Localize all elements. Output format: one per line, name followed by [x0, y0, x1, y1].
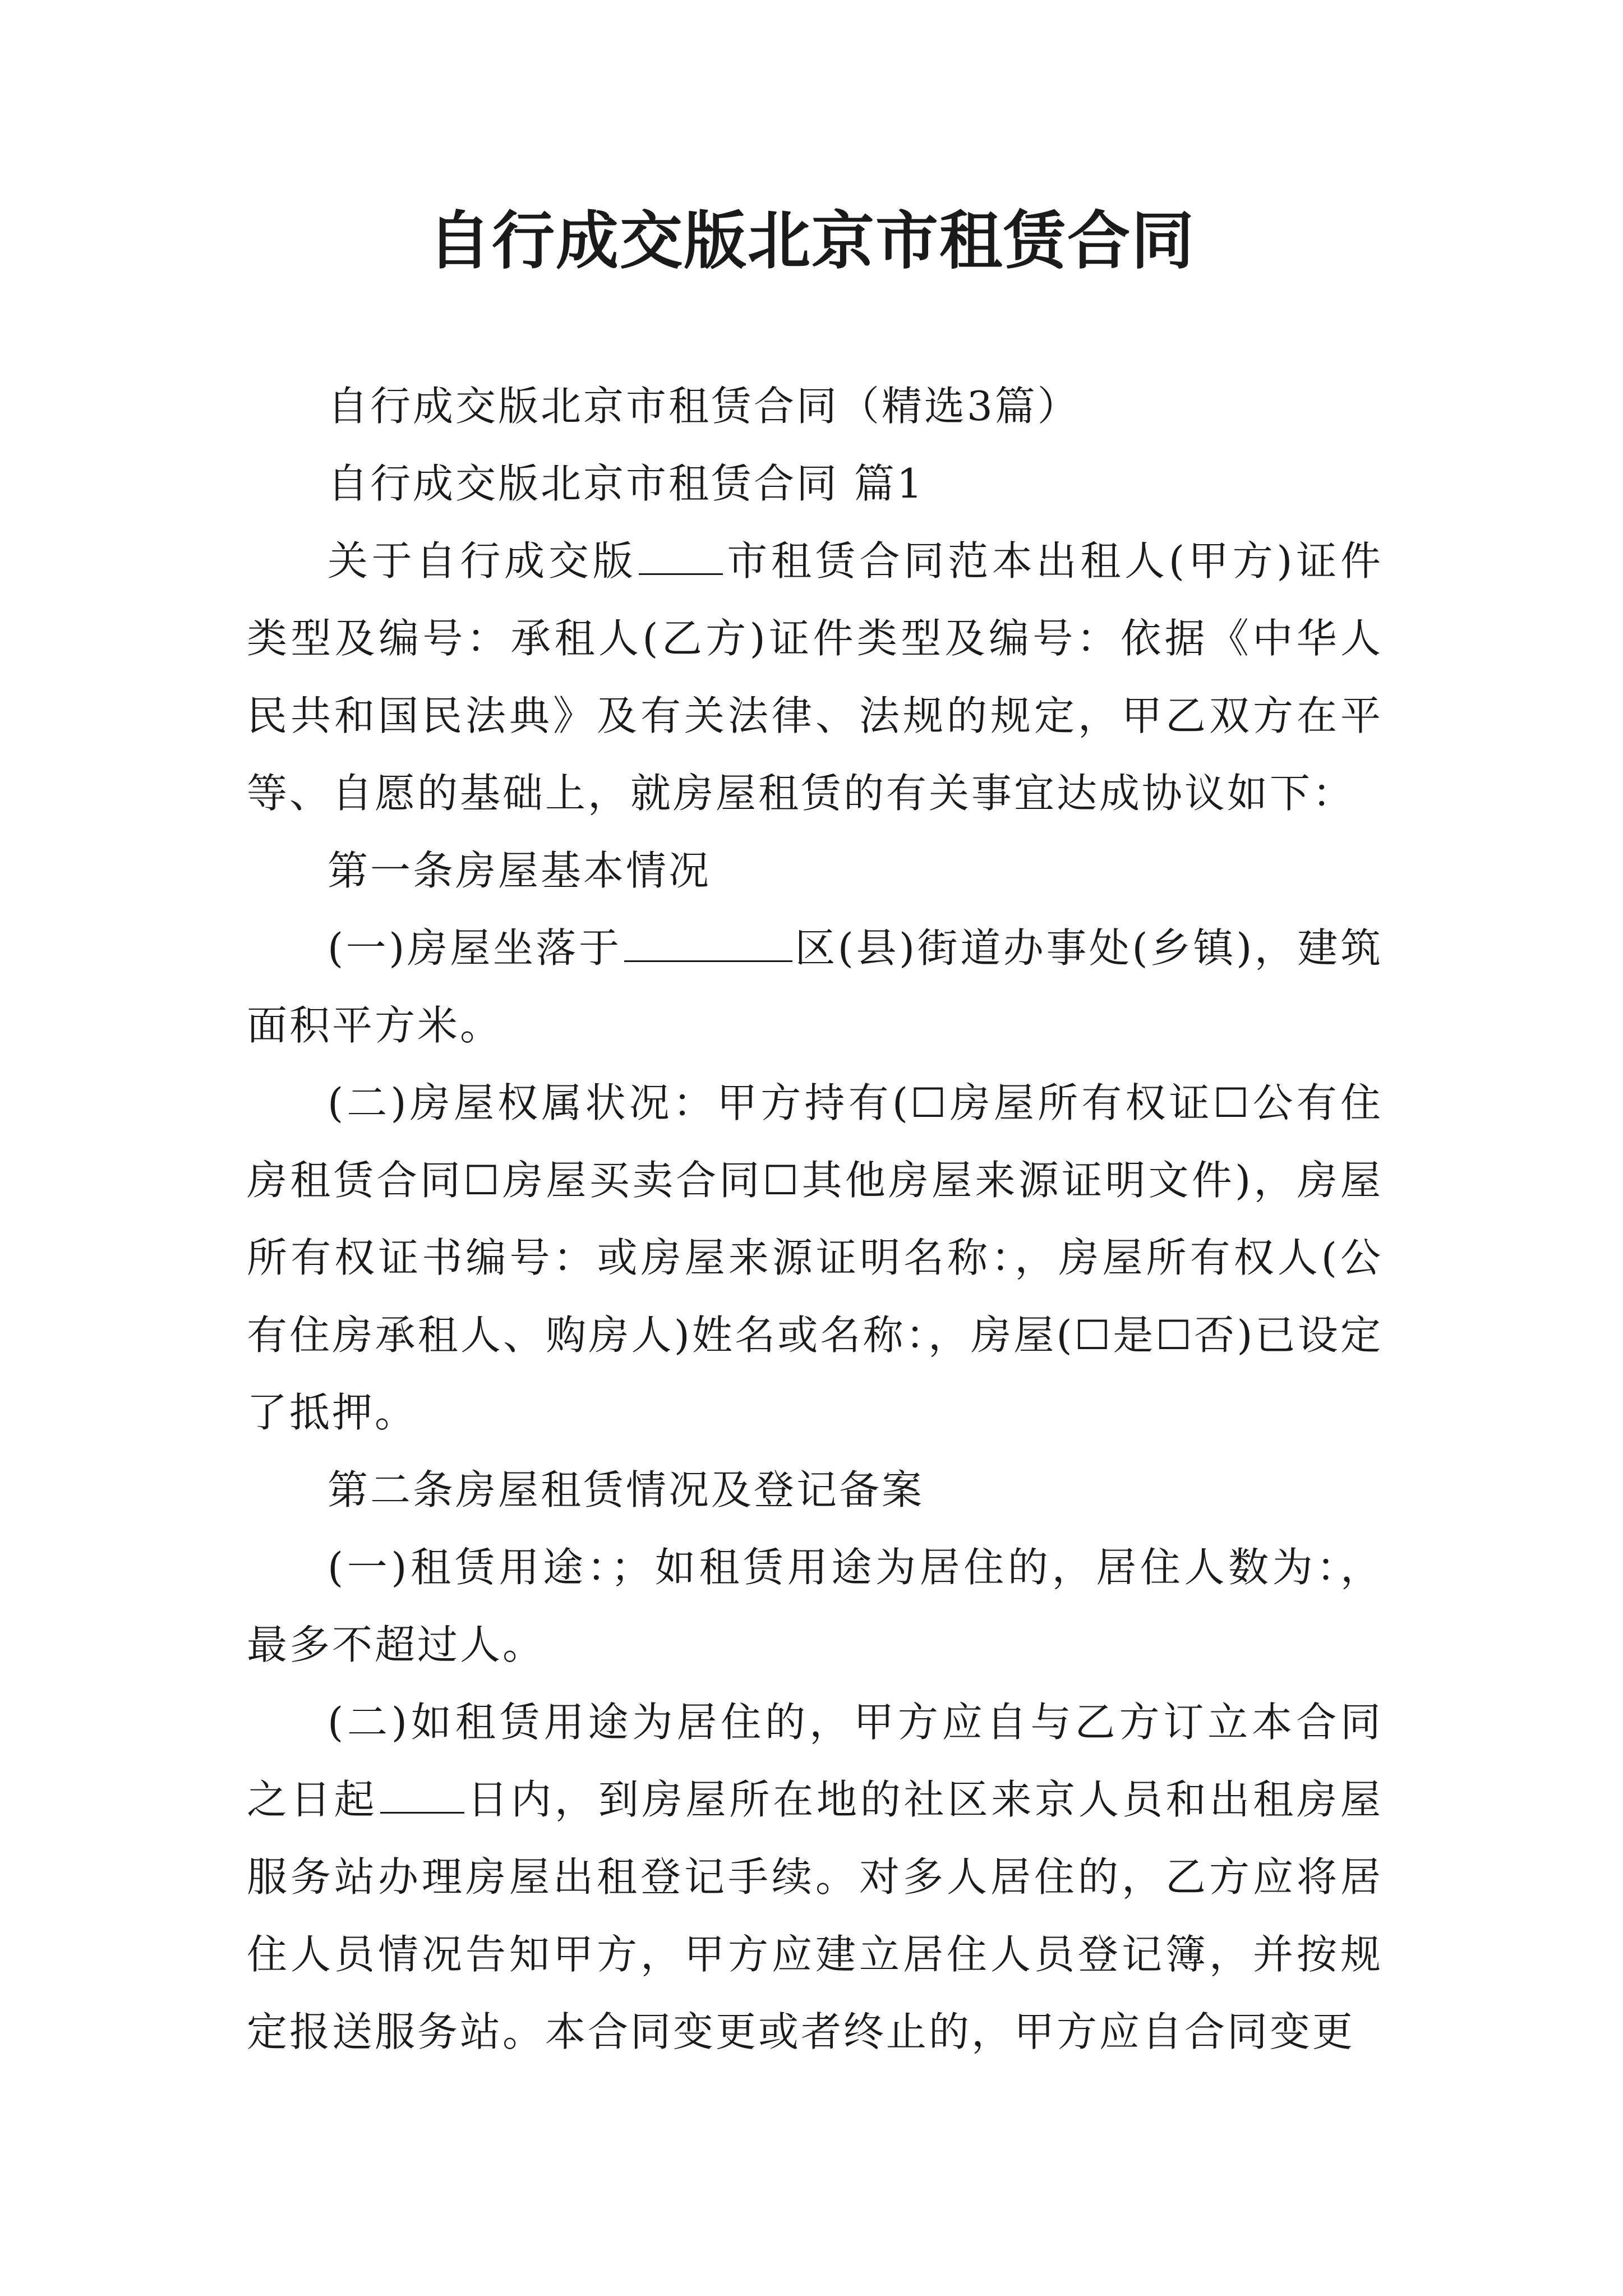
article-1-heading: 第一条房屋基本情况 [328, 847, 712, 894]
article-2-heading: 第二条房屋租赁情况及登记备案 [328, 1466, 925, 1513]
article-2-item-2 [247, 1683, 1383, 2070]
article-2-item-1: (一)租赁用途：；如租赁用途为居住的，居住人数为：，最多不超过人。 [247, 1544, 1383, 1668]
intro-text-end: 市租赁合同范本出租人(甲方)证件类型及编号：承租人(乙方)证件类型及编号：依据《中华人民共和国民法典》及有关法律、法规的规定，甲乙双方在平等、自愿的基础上，就房屋租赁的有关事宜达成协议如下： [247, 537, 1383, 817]
intro-paragraph [247, 522, 1383, 832]
registration-text-start: (二)如租赁用途为居住的，甲方应自与乙方订立本合同之日起 [247, 1699, 1383, 1823]
document-title: 自行成交版北京市租赁合同 [428, 204, 1195, 278]
intro-text-start: 关于自行成交版 [328, 537, 637, 585]
city-blank [639, 540, 723, 575]
days-blank [380, 1778, 464, 1814]
article-1-item-1 [247, 909, 1383, 1064]
document-body [247, 367, 1383, 2070]
location-text-end: 区(县)街道办事处(乡镇)，建筑面积平方米。 [247, 924, 1383, 1049]
part-heading: 自行成交版北京市租赁合同 篇1 [328, 460, 925, 507]
location-blank [624, 927, 792, 962]
article-1-item-2: (二)房屋权属状况：甲方持有(☐房屋所有权证☐公有住房租赁合同☐房屋买卖合同☐其他房屋来源证明文件)，房屋所有权证书编号：或房屋来源证明名称：，房屋所有权人(公有住房承租人、购房人)姓名或名称：，房屋(☐是☐否)已设定了抵押。 [247, 1079, 1383, 1436]
registration-text-end: 日内，到房屋所在地的社区来京人员和出租房屋服务站办理房屋出租登记手续。对多人居住的，乙方应将居住人员情况告知甲方，甲方应建立居住人员登记簿，并按规定报送服务站。本合同变更或者终止的，甲方应自合同变更 [247, 1776, 1383, 2055]
subtitle: 自行成交版北京市租赁合同（精选3篇） [328, 383, 1080, 430]
location-text-start: (一)房屋坐落于 [328, 924, 622, 972]
